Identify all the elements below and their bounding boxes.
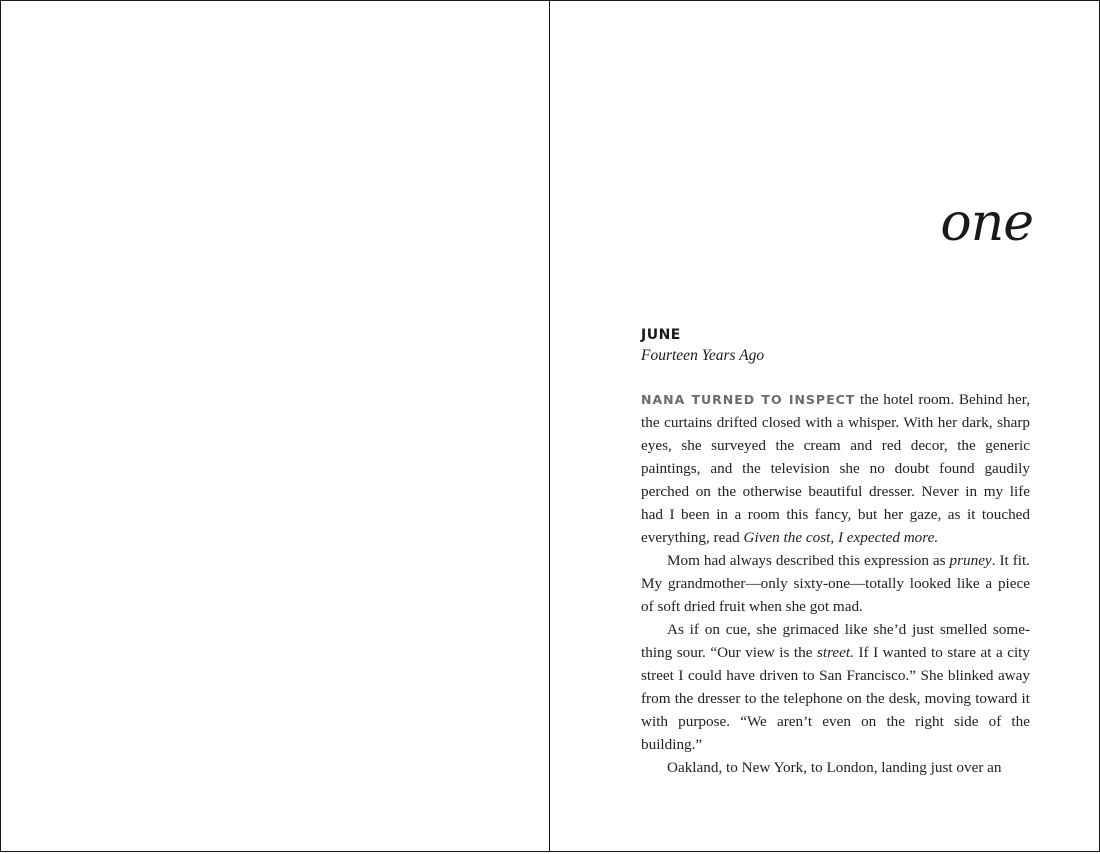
left-page	[0, 0, 551, 852]
chapter-title: one	[940, 193, 1033, 253]
paragraph-text: . It fit. My grandmother—only sixty-one—totally looked like a piece of soft dried fruit when she got mad.	[641, 552, 1030, 615]
paragraph-text: the hotel room. Behind her, the curtains drifted closed with a whisper. With her dark, sharp eyes, she surveyed the cream and red decor, the generic paintings, and the television she no doubt found gaudily perched on the otherwise beautiful dresser. Never in my life had I been in a room this fancy, but her gaze, as it touched everything, read	[641, 391, 1030, 546]
paragraph-text: If I wanted to stare at a city street I could have driven to San Francisco.” She blinked away from the dresser to the telephone on the desk, moving toward it with purpose. “We aren’t even on the right side of the building.”	[641, 644, 1030, 753]
chapter-subheading: Fourteen Years Ago	[641, 347, 765, 364]
paragraph-text: Mom had always described this expression as	[667, 552, 950, 569]
right-page	[549, 0, 1100, 852]
paragraph	[641, 388, 1030, 549]
paragraph-text: As if on cue, she grimaced like she’d just smelled something sour. “Our view is the	[641, 621, 1030, 661]
chapter-body	[641, 388, 1030, 779]
paragraph	[641, 549, 1030, 618]
paragraph-emphasis: street.	[816, 644, 854, 661]
paragraph-emphasis: pruney	[949, 552, 992, 569]
paragraph-text: Oakland, to New York, to London, landing just over an	[667, 759, 1002, 776]
paragraph	[641, 756, 1030, 779]
lead-in: NANA TURNED TO INSPECT	[641, 392, 856, 407]
chapter-heading: JUNE	[641, 327, 681, 343]
paragraph-emphasis: Given the cost, I expected more.	[743, 529, 939, 546]
paragraph	[641, 618, 1030, 756]
